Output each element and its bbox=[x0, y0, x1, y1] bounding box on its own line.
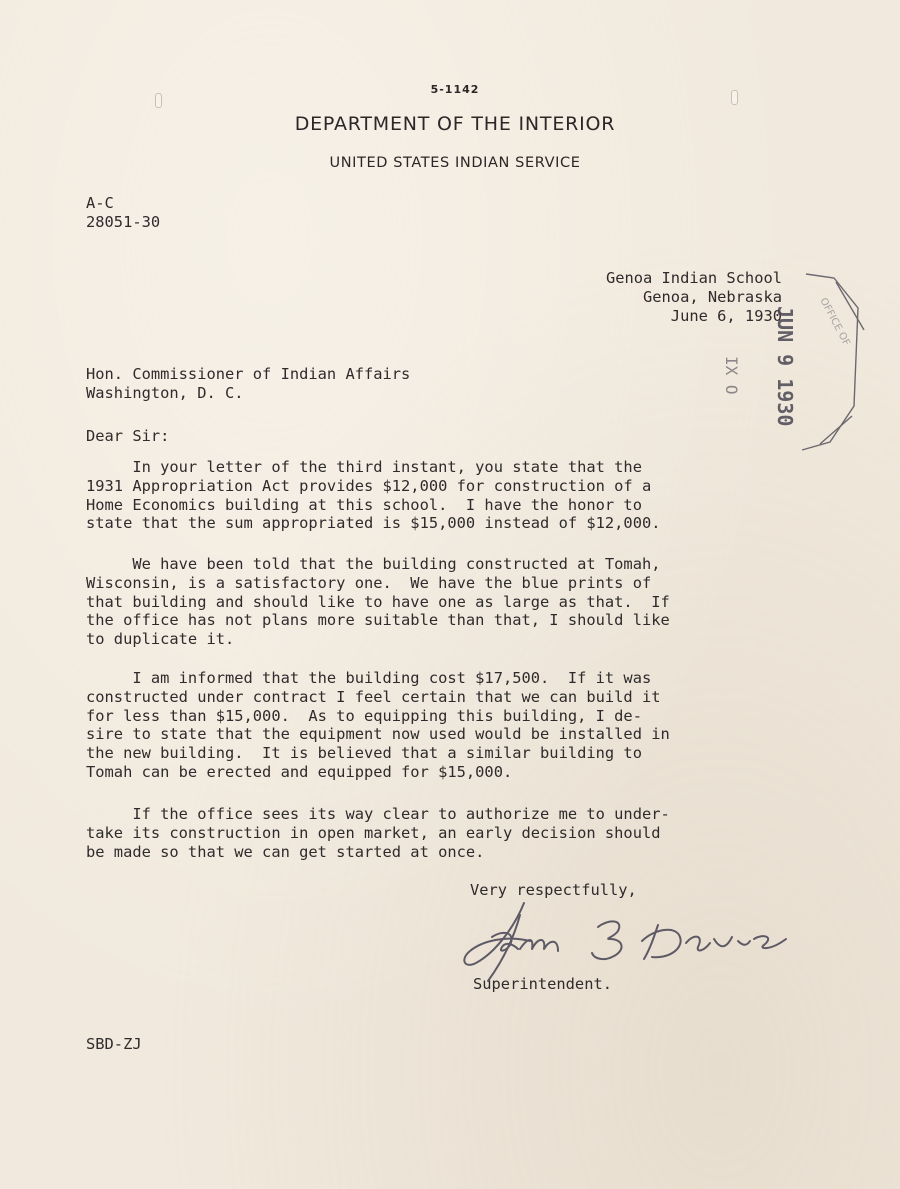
handwritten-signature bbox=[458, 893, 798, 988]
signature-title: Superintendent. bbox=[473, 975, 612, 993]
department-heading: DEPARTMENT OF THE INTERIOR bbox=[294, 113, 616, 135]
stamp-mark: IX O bbox=[722, 356, 741, 395]
form-number: 5-1142 bbox=[430, 83, 480, 96]
sender-school: Genoa Indian School bbox=[605, 269, 782, 287]
received-stamp bbox=[706, 266, 876, 466]
addressee-block bbox=[86, 365, 410, 403]
sender-location: Genoa, Nebraska bbox=[643, 287, 782, 306]
body-paragraph-3: I am informed that the building cost $17,500. If it was constructed under contract I feel certain that we can build it for less than $15,000. As to equipping this building, I de- sire to state that the equipment now used would be installed in the new building. It is believed that a similar building to Tomah can be erected and equipped for $15,000. bbox=[86, 669, 670, 781]
closing-line: Very respectfully, bbox=[470, 881, 637, 899]
addressee-line-1: Hon. Commissioner of Indian Affairs bbox=[86, 365, 411, 383]
service-subheading: UNITED STATES INDIAN SERVICE bbox=[329, 155, 581, 171]
body-paragraph-2: We have been told that the building constructed at Tomah, Wisconsin, is a satisfactory one. We have the blue prints of that building and should like to have one as large as that. If the office has not plans more suitable than that, I should like to duplicate it. bbox=[86, 555, 670, 649]
addressee-line-2: Washington, D. C. bbox=[86, 383, 244, 402]
stamp-date: JUN 9 1930 bbox=[773, 306, 797, 427]
typist-initials: SBD-ZJ bbox=[86, 1035, 142, 1053]
body-paragraph-1: In your letter of the third instant, you state that the 1931 Appropriation Act provides $12,000 for construction of a Home Economics building at this school. I have the honor to state that the sum appropriated is $15,000 instead of $12,000. bbox=[86, 458, 661, 533]
letter-date: June 6, 1930 bbox=[670, 306, 782, 325]
body-paragraph-4: If the office sees its way clear to authorize me to under- take its construction in open market, an early decision should be made so that we can get started at once. bbox=[86, 805, 670, 861]
reference-line-1: A-C bbox=[86, 194, 114, 212]
stamp-office-text: OFFICE OF bbox=[817, 296, 852, 348]
salutation: Dear Sir: bbox=[86, 427, 170, 445]
reference-block bbox=[86, 194, 160, 232]
reference-line-2: 28051-30 bbox=[86, 212, 161, 231]
